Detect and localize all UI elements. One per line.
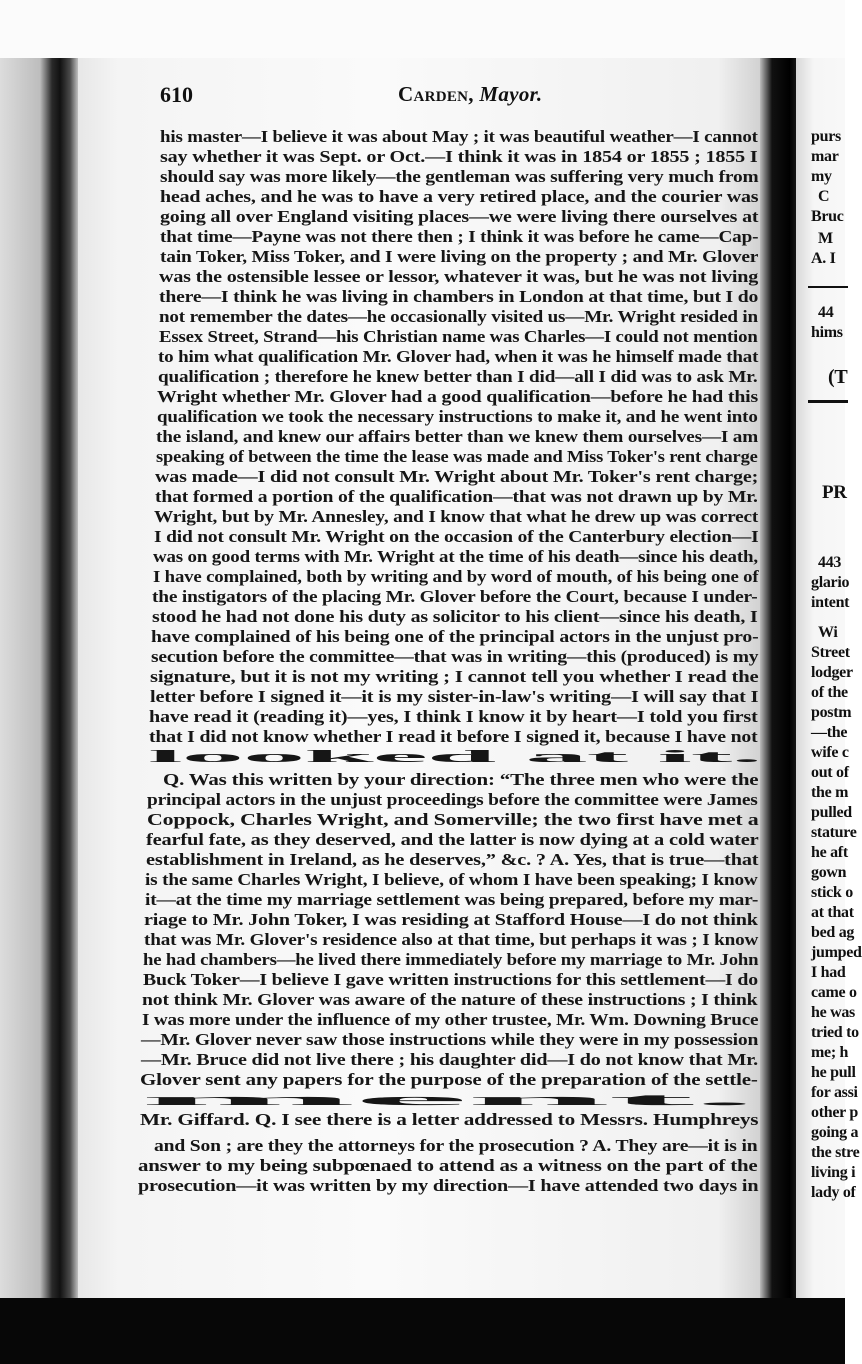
body-line: Coppock, Charles Wright, and Somerville; the two first have met a [147, 810, 759, 829]
body-line: his master—I believe it was about May ; it was beautiful weather—I cannot [160, 127, 758, 146]
facing-page-fragment: stature [811, 824, 857, 841]
body-line: I did not consult Mr. Wright on the occasion of the Canterbury election—I [154, 527, 759, 546]
facing-page-fragment: tried to [811, 1024, 859, 1041]
body-line: Wright whether Mr. Glover had a good qualification—before he had this [157, 387, 759, 406]
body-line: looked at it. [148, 747, 762, 766]
body-line: is the same Charles Wright, I believe, of whom I have been speaking; I know [145, 870, 758, 889]
body-line: was the ostensible lessee or lessor, whatever it was, but he was not living [159, 267, 759, 286]
body-line: not think Mr. Glover was aware of the nature of these instructions ; I think [142, 990, 758, 1009]
body-line: have read it (reading it)—yes, I think I know it by heart—I told you first [149, 707, 758, 726]
facing-page-fragment: wife c [811, 744, 849, 761]
facing-page-fragment: gown [811, 864, 847, 881]
body-line: that was Mr. Glover's residence also at that time, but perhaps it was ; I know [144, 930, 759, 949]
facing-page-fragment: PR [822, 482, 847, 503]
facing-page-fragment: C [818, 188, 830, 205]
body-line: fearful fate, as they deserved, and the latter is now dying at a cold water [146, 830, 759, 849]
facing-page-fragment: purs [811, 128, 841, 145]
body-line: and Son ; are they the attorneys for the prosecution ? A. They are—it is in [154, 1136, 758, 1155]
facing-page-fragment: postm [811, 704, 852, 721]
body-line: tain Toker, Miss Toker, and I were living on the property ; and Mr. Glover [160, 247, 759, 266]
facing-page-fragment: stick o [811, 884, 853, 901]
body-line: I have complained, both by writing and by word of mouth, of his being one of [153, 567, 759, 586]
body-line: Q. Was this written by your direction: “The three men who were the [163, 770, 759, 789]
body-line: I was more under the influence of my other trustee, Mr. Wm. Downing Bruce [142, 1010, 759, 1029]
facing-page-fragment: out of [811, 764, 849, 781]
body-line: that formed a portion of the qualification—that was not drawn up by Mr. [155, 487, 758, 506]
running-head-name: Carden, [398, 82, 474, 106]
facing-page-fragment: he pull [811, 1064, 856, 1081]
body-line: the instigators of the placing Mr. Glover before the Court, because I under- [152, 587, 758, 606]
facing-page-fragment: he was [811, 1004, 855, 1021]
facing-page-fragment: me; h [811, 1044, 849, 1061]
body-line: prosecution—it was written by my direction—I have attended two days in [138, 1176, 759, 1195]
body-line: answer to my being subpœnaed to attend as a witness on the part of the [138, 1156, 758, 1175]
body-line: there—I think he was living in chambers in London at that time, but I do [159, 287, 759, 306]
body-line: going all over England visiting places—we were living there ourselves at [160, 207, 759, 226]
facing-page-fragment: mar [811, 148, 839, 165]
body-line: it—at the time my marriage settlement was being prepared, before my mar- [145, 890, 759, 909]
body-line: qualification ; therefore he knew better than I did—all I did was to ask Mr. [158, 367, 758, 386]
body-line: Mr. Giffard. Q. I see there is a letter addressed to Messrs. Humphreys [140, 1110, 759, 1129]
facing-page-fragment: Street [811, 644, 850, 661]
facing-page-fragment: he aft [811, 844, 848, 861]
facing-page-fragment: came o [811, 984, 857, 1001]
facing-page-fragment: pulled [811, 804, 852, 821]
body-line: qualification we took the necessary instructions to make it, and he went into [157, 407, 758, 426]
running-head-title: Mayor. [479, 82, 543, 106]
facing-page-fragment: Bruc [811, 208, 844, 225]
facing-page-fragment: —the [811, 724, 848, 741]
facing-page-fragment: glario [811, 574, 850, 591]
body-line: that I did not know whether I read it before I signed it, because I have not [149, 727, 758, 746]
facing-page-fragment: bed ag [811, 924, 855, 941]
facing-page-fragment: (T [828, 366, 848, 388]
facing-page-fragment: for assi [811, 1084, 858, 1101]
facing-page-fragment: intent [811, 594, 850, 611]
facing-page-fragment: going a [811, 1124, 859, 1141]
facing-page-fragment: lodger [811, 664, 853, 681]
body-line: head aches, and he was to have a very retired place, and the courier was [160, 187, 759, 206]
body-line: he had chambers—he lived there immediately before my marriage to Mr. John [143, 950, 759, 969]
body-line: not remember the dates—he occasionally visited us—Mr. Wright resided in [159, 307, 758, 326]
body-line: riage to Mr. John Toker, I was residing at Stafford House—I do not think [144, 910, 758, 929]
facing-page-fragment: I had [811, 964, 846, 981]
body-line: speaking of between the time the lease was made and Miss Toker's rent charge [156, 447, 758, 466]
body-line: —Mr. Glover never saw those instructions while they were in my possession [141, 1030, 759, 1049]
facing-page-fragment: the m [811, 784, 849, 801]
body-line: ment. [140, 1090, 755, 1109]
facing-page-fragment: jumped [811, 944, 862, 961]
body-line: secution before the committee—that was in writing—this (produced) is my [151, 647, 759, 666]
body-line: signature, but it is not my writing ; I cannot tell you whether I read the [150, 667, 759, 686]
facing-page-fragment: 44 [818, 304, 834, 321]
body-line: Glover sent any papers for the purpose of the preparation of the settle- [140, 1070, 758, 1089]
body-line: say whether it was Sept. or Oct.—I think it was in 1854 or 1855 ; 1855 I [160, 147, 758, 166]
body-line: establishment in Ireland, as he deserves,” &c. ? A. Yes, that is true—that [146, 850, 759, 869]
body-line: the island, and knew our affairs better than we knew them ourselves—I am [156, 427, 759, 446]
facing-page-fragment: A. I [811, 250, 836, 267]
body-line: to him what qualification Mr. Glover had, when it was he himself made that [158, 347, 759, 366]
facing-page-fragment: Wi [818, 624, 838, 641]
body-line: have complained of his being one of the principal actors in the unjust pro- [151, 627, 759, 646]
facing-page-fragment: living i [811, 1164, 856, 1181]
body-line: principal actors in the unjust proceedings before the committee were James [147, 790, 758, 809]
facing-page-fragment: 443 [818, 554, 842, 571]
body-line: should say was more likely—the gentleman was suffering very much from [160, 167, 759, 186]
body-line: Wright, but by Mr. Annesley, and I know that what he drew up was correct [154, 507, 759, 526]
page-number: 610 [160, 82, 193, 107]
facing-page-fragment: hims [811, 324, 843, 341]
body-line: Buck Toker—I believe I gave written instructions for this settlement—I do [143, 970, 758, 989]
facing-page-fragment: other p [811, 1104, 858, 1121]
facing-page-fragment: my [811, 168, 832, 185]
body-line: Essex Street, Strand—his Christian name was Charles—I could not mention [159, 327, 758, 346]
facing-page-fragment: M [818, 230, 833, 247]
facing-page-fragment: at that [811, 904, 854, 921]
body-line: stood he had not done his duty as solicitor to his client—since his death, I [152, 607, 758, 626]
facing-page-fragment: the stre [811, 1144, 860, 1161]
body-line: was made—I did not consult Mr. Wright about Mr. Toker's rent charge; [155, 467, 759, 486]
facing-page-fragment: lady of [811, 1184, 856, 1201]
body-line: —Mr. Bruce did not live there ; his daughter did—I do not know that Mr. [141, 1050, 758, 1069]
body-line: was on good terms with Mr. Wright at the time of his death—since his death, [153, 547, 758, 566]
facing-page-fragment: of the [811, 684, 848, 701]
body-line: that time—Payne was not there then ; I think it was before he came—Cap- [160, 227, 759, 246]
body-line: letter before I signed it—it is my sister-in-law's writing—I will say that I [150, 687, 759, 706]
